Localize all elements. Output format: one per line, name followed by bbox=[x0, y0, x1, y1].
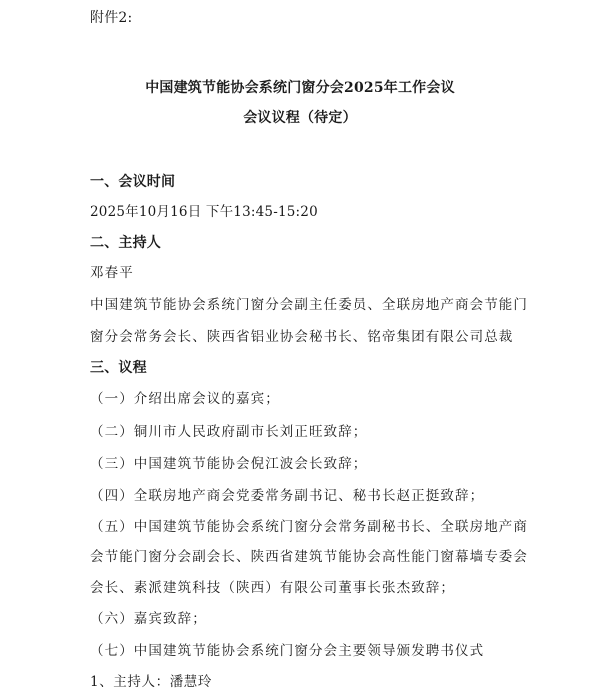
agenda-item-1: （一）介绍出席会议的嘉宾； bbox=[90, 391, 280, 407]
document-title: 中国建筑节能协会系统门窗分会2025年工作会议 bbox=[145, 80, 455, 96]
agenda-item-7: （七）中国建筑节能协会系统门窗分会主要领导颁发聘书仪式 bbox=[90, 643, 485, 659]
meeting-time: 2025年10月16日 下午13:45-15:20 bbox=[90, 204, 318, 220]
agenda-item-5-line3: 会长、素派建筑科技（陕西）有限公司董事长张杰致辞； bbox=[90, 580, 455, 596]
agenda-item-6: （六）嘉宾致辞； bbox=[90, 611, 207, 627]
agenda-item-3: （三）中国建筑节能协会倪江波会长致辞； bbox=[90, 456, 368, 472]
agenda-subitem-1: 1、主持人：潘慧玲 bbox=[90, 674, 212, 690]
section-heading-host: 二、主持人 bbox=[90, 235, 161, 251]
section-heading-agenda: 三、议程 bbox=[90, 360, 147, 376]
agenda-item-2: （二）铜川市人民政府副市长刘正旺致辞； bbox=[90, 424, 368, 440]
agenda-item-5-line1: （五）中国建筑节能协会系统门窗分会常务副秘书长、全联房地产商 bbox=[90, 519, 528, 535]
attachment-label: 附件2: bbox=[90, 10, 133, 26]
host-description-line1: 中国建筑节能协会系统门窗分会副主任委员、全联房地产商会节能门 bbox=[90, 297, 528, 313]
section-heading-time: 一、会议时间 bbox=[90, 174, 176, 190]
host-description-line2: 窗分会常务会长、陕西省铝业协会秘书长、铭帝集团有限公司总裁 bbox=[90, 329, 514, 345]
agenda-item-5-line2: 会节能门窗分会副会长、陕西省建筑节能协会高性能门窗幕墙专委会 bbox=[90, 549, 528, 565]
host-name: 邓春平 bbox=[90, 265, 134, 281]
document-subtitle: 会议议程（待定） bbox=[243, 110, 357, 126]
agenda-item-4: （四）全联房地产商会党委常务副书记、秘书长赵正挺致辞； bbox=[90, 488, 485, 504]
